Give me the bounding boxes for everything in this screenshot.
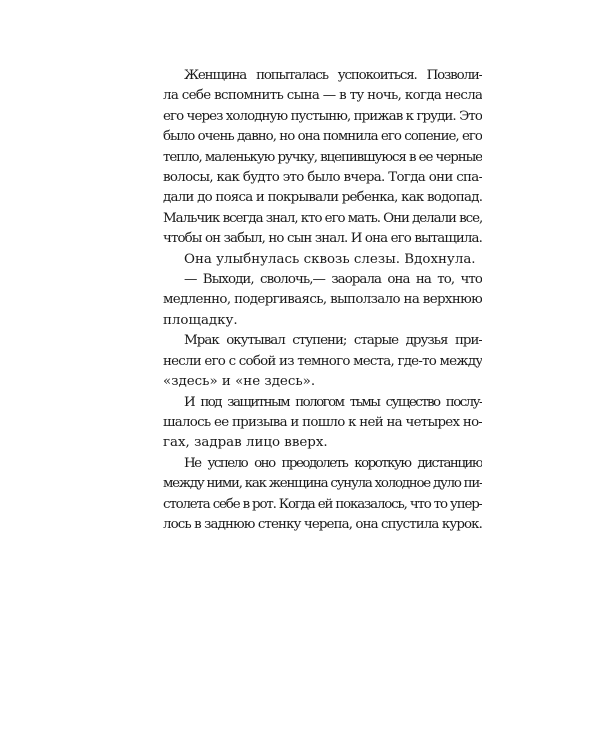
paragraph — [142, 270, 482, 331]
text-line: между ними, как женщина сунула холодное дуло пи- — [163, 476, 482, 492]
body-text — [142, 66, 482, 535]
paragraph — [142, 331, 482, 392]
text-line: шалось ее призыва и пошло к ней на четырех но- — [163, 414, 482, 430]
text-line: Женщина попыталась успокоиться. Позволи- — [184, 68, 482, 83]
text-line: было очень давно, но она помнила его сопение, его — [163, 129, 482, 145]
text-line: — Выходи, сволочь,— заорала она на то, что — [184, 272, 482, 288]
text-line: ла себе вспомнить сына — в ту ночь, когда несла — [163, 88, 482, 104]
text-line: лось в заднюю стенку черепа, она спустила курок. — [163, 516, 482, 532]
text-line: Она улыбнулась сквозь слезы. Вдохнула. — [184, 251, 476, 267]
text-line: Не успело оно преодолеть короткую дистанцию — [184, 455, 482, 471]
paragraph — [142, 393, 482, 454]
text-line: медленно, подергиваясь, выползало на верхнюю — [163, 292, 482, 308]
text-line: тепло, маленькую ручку, вцепившуюся в ее черные — [163, 149, 482, 165]
text-line: столета себе в рот. Когда ей показалось, что то упер- — [163, 496, 482, 512]
text-line: несли его с собой из темного места, где-то между — [163, 353, 482, 369]
text-line: Мальчик всегда знал, кто его мать. Они делали все, — [163, 210, 482, 226]
text-line: Мрак окутывал ступени; старые друзья при- — [184, 333, 482, 349]
text-line: его через холодную пустыню, прижав к груди. Это — [163, 108, 482, 124]
text-line: гах, задрав лицо вверх. — [163, 435, 328, 451]
text-line: площадку. — [163, 312, 238, 328]
text-line: волосы, как будто это было вчера. Тогда они спа- — [163, 170, 482, 186]
paragraph — [142, 250, 482, 270]
paragraph — [142, 454, 482, 536]
paragraph — [142, 66, 482, 250]
text-line: И под защитным пологом тьмы существо послу- — [184, 394, 482, 410]
text-line: дали до пояса и покрывали ребенка, как водопад. — [163, 190, 482, 206]
text-line: «здесь» и «не здесь». — [163, 374, 316, 390]
text-line: чтобы он забыл, но сын знал. И она его вытащила. — [163, 231, 482, 247]
